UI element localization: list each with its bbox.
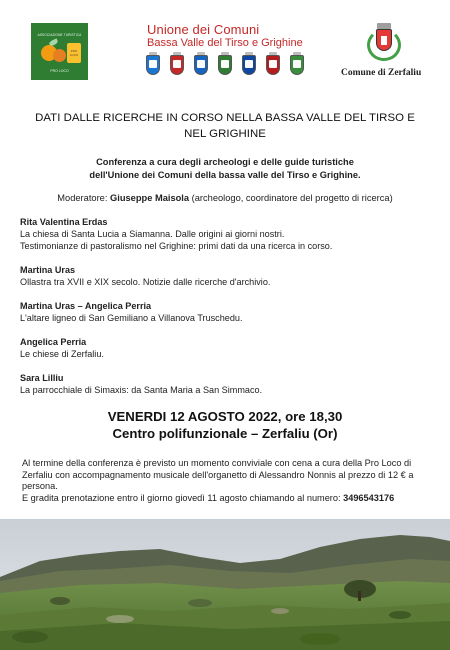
coat-of-arms-icon (266, 55, 280, 75)
coat-of-arms-icon (218, 55, 232, 75)
conference-description (20, 156, 430, 181)
coat-of-arms-icon (242, 55, 256, 75)
unione-title: Unione dei Comuni (147, 22, 260, 37)
coat-of-arms-icon (146, 55, 160, 75)
header (0, 0, 450, 95)
closing-line-1: Al termine della conferenza è previsto un momento conviviale con cena a cura della Pro Loco di (22, 458, 412, 468)
coat-of-arms-icon (170, 55, 184, 75)
unione-subtitle: Bassa Valle del Tirso e Grighine (147, 37, 303, 49)
talk-topic: L'altare ligneo di San Gemiliano a Villanova Truschedu. (20, 313, 243, 323)
pro-loco-bottom-text: PRO LOCO (50, 69, 69, 73)
talk-item (20, 336, 435, 360)
landscape-photo (0, 519, 450, 650)
talk-item (20, 216, 435, 252)
booking-line (22, 493, 442, 505)
moderator (20, 192, 430, 204)
talk-item (20, 372, 435, 396)
pro-loco-badge-text: PRO LOCO (69, 49, 79, 57)
pro-loco-badge (67, 43, 81, 63)
page-title (20, 110, 430, 142)
booking-text: E gradita prenotazione entro il giorno giovedì 11 agosto chiamando al numero: (22, 492, 344, 503)
talk-topic: La parrocchiale di Simaxis: da Santa Maria a San Simmaco. (20, 385, 263, 395)
pro-loco-top-text: ASSOCIAZIONE TURISTICA (37, 33, 82, 37)
closing-notes (22, 458, 442, 504)
event-info (20, 408, 430, 442)
talk-speaker: Rita Valentina Erdas (20, 217, 108, 227)
talk-topic: Ollastra tra XVII e XIX secolo. Notizie dalle ricerche d'archivio. (20, 277, 271, 287)
unione-logo (147, 23, 303, 49)
conference-line-1: Conferenza a cura degli archeologi e delle guide turistiche (96, 157, 354, 167)
conference-line-2: dell'Unione dei Comuni della bassa valle del Tirso e Grighine. (89, 169, 361, 180)
talk-topic: Le chiese di Zerfaliu. (20, 349, 104, 359)
orange-icon (53, 49, 66, 62)
title-line-2: NEL GRIGHINE (184, 128, 266, 140)
municipal-shields (143, 55, 308, 79)
event-date-time: VENERDI 12 AGOSTO 2022, ore 18,30 (107, 409, 343, 424)
talk-speaker: Martina Uras (20, 265, 76, 275)
closing-line-3: persona. (22, 481, 58, 492)
talk-topic: Testimonianze di pastoralismo nel Grighine: primi dati da una ricerca in corso. (20, 241, 333, 251)
moderator-role: (archeologo, coordinatore del progetto di ricerca) (189, 193, 393, 203)
moderator-label: Moderatore: (57, 193, 111, 203)
phone-number: 3496543176 (343, 492, 395, 503)
coat-of-arms-icon (290, 55, 304, 75)
moderator-name: Giuseppe Maisola (110, 193, 190, 203)
talk-topic: La chiesa di Santa Lucia a Siamanna. Dalle origini ai giorni nostri. (20, 229, 285, 239)
talk-speaker: Martina Uras – Angelica Perria (20, 301, 152, 311)
pro-loco-logo (31, 23, 88, 80)
talk-speaker: Sara Lilliu (20, 373, 64, 383)
talk-item (20, 264, 435, 288)
closing-line-2: Zerfaliu con accompagnamento musicale dell'organetto di Alessandro Nonnis al prezzo di 12 € a (22, 469, 414, 480)
event-venue: Centro polifunzionale – Zerfaliu (Or) (112, 426, 338, 441)
talk-item (20, 300, 435, 324)
zerfaliu-coat-of-arms-icon (367, 23, 401, 61)
comune-name: Comune di Zerfaliu (341, 68, 422, 78)
talk-speaker: Angelica Perria (20, 337, 87, 347)
coat-of-arms-icon (194, 55, 208, 75)
landscape-illustration (0, 519, 450, 650)
title-line-1: DATI DALLE RICERCHE IN CORSO NELLA BASSA VALLE DEL TIRSO E (35, 112, 415, 124)
